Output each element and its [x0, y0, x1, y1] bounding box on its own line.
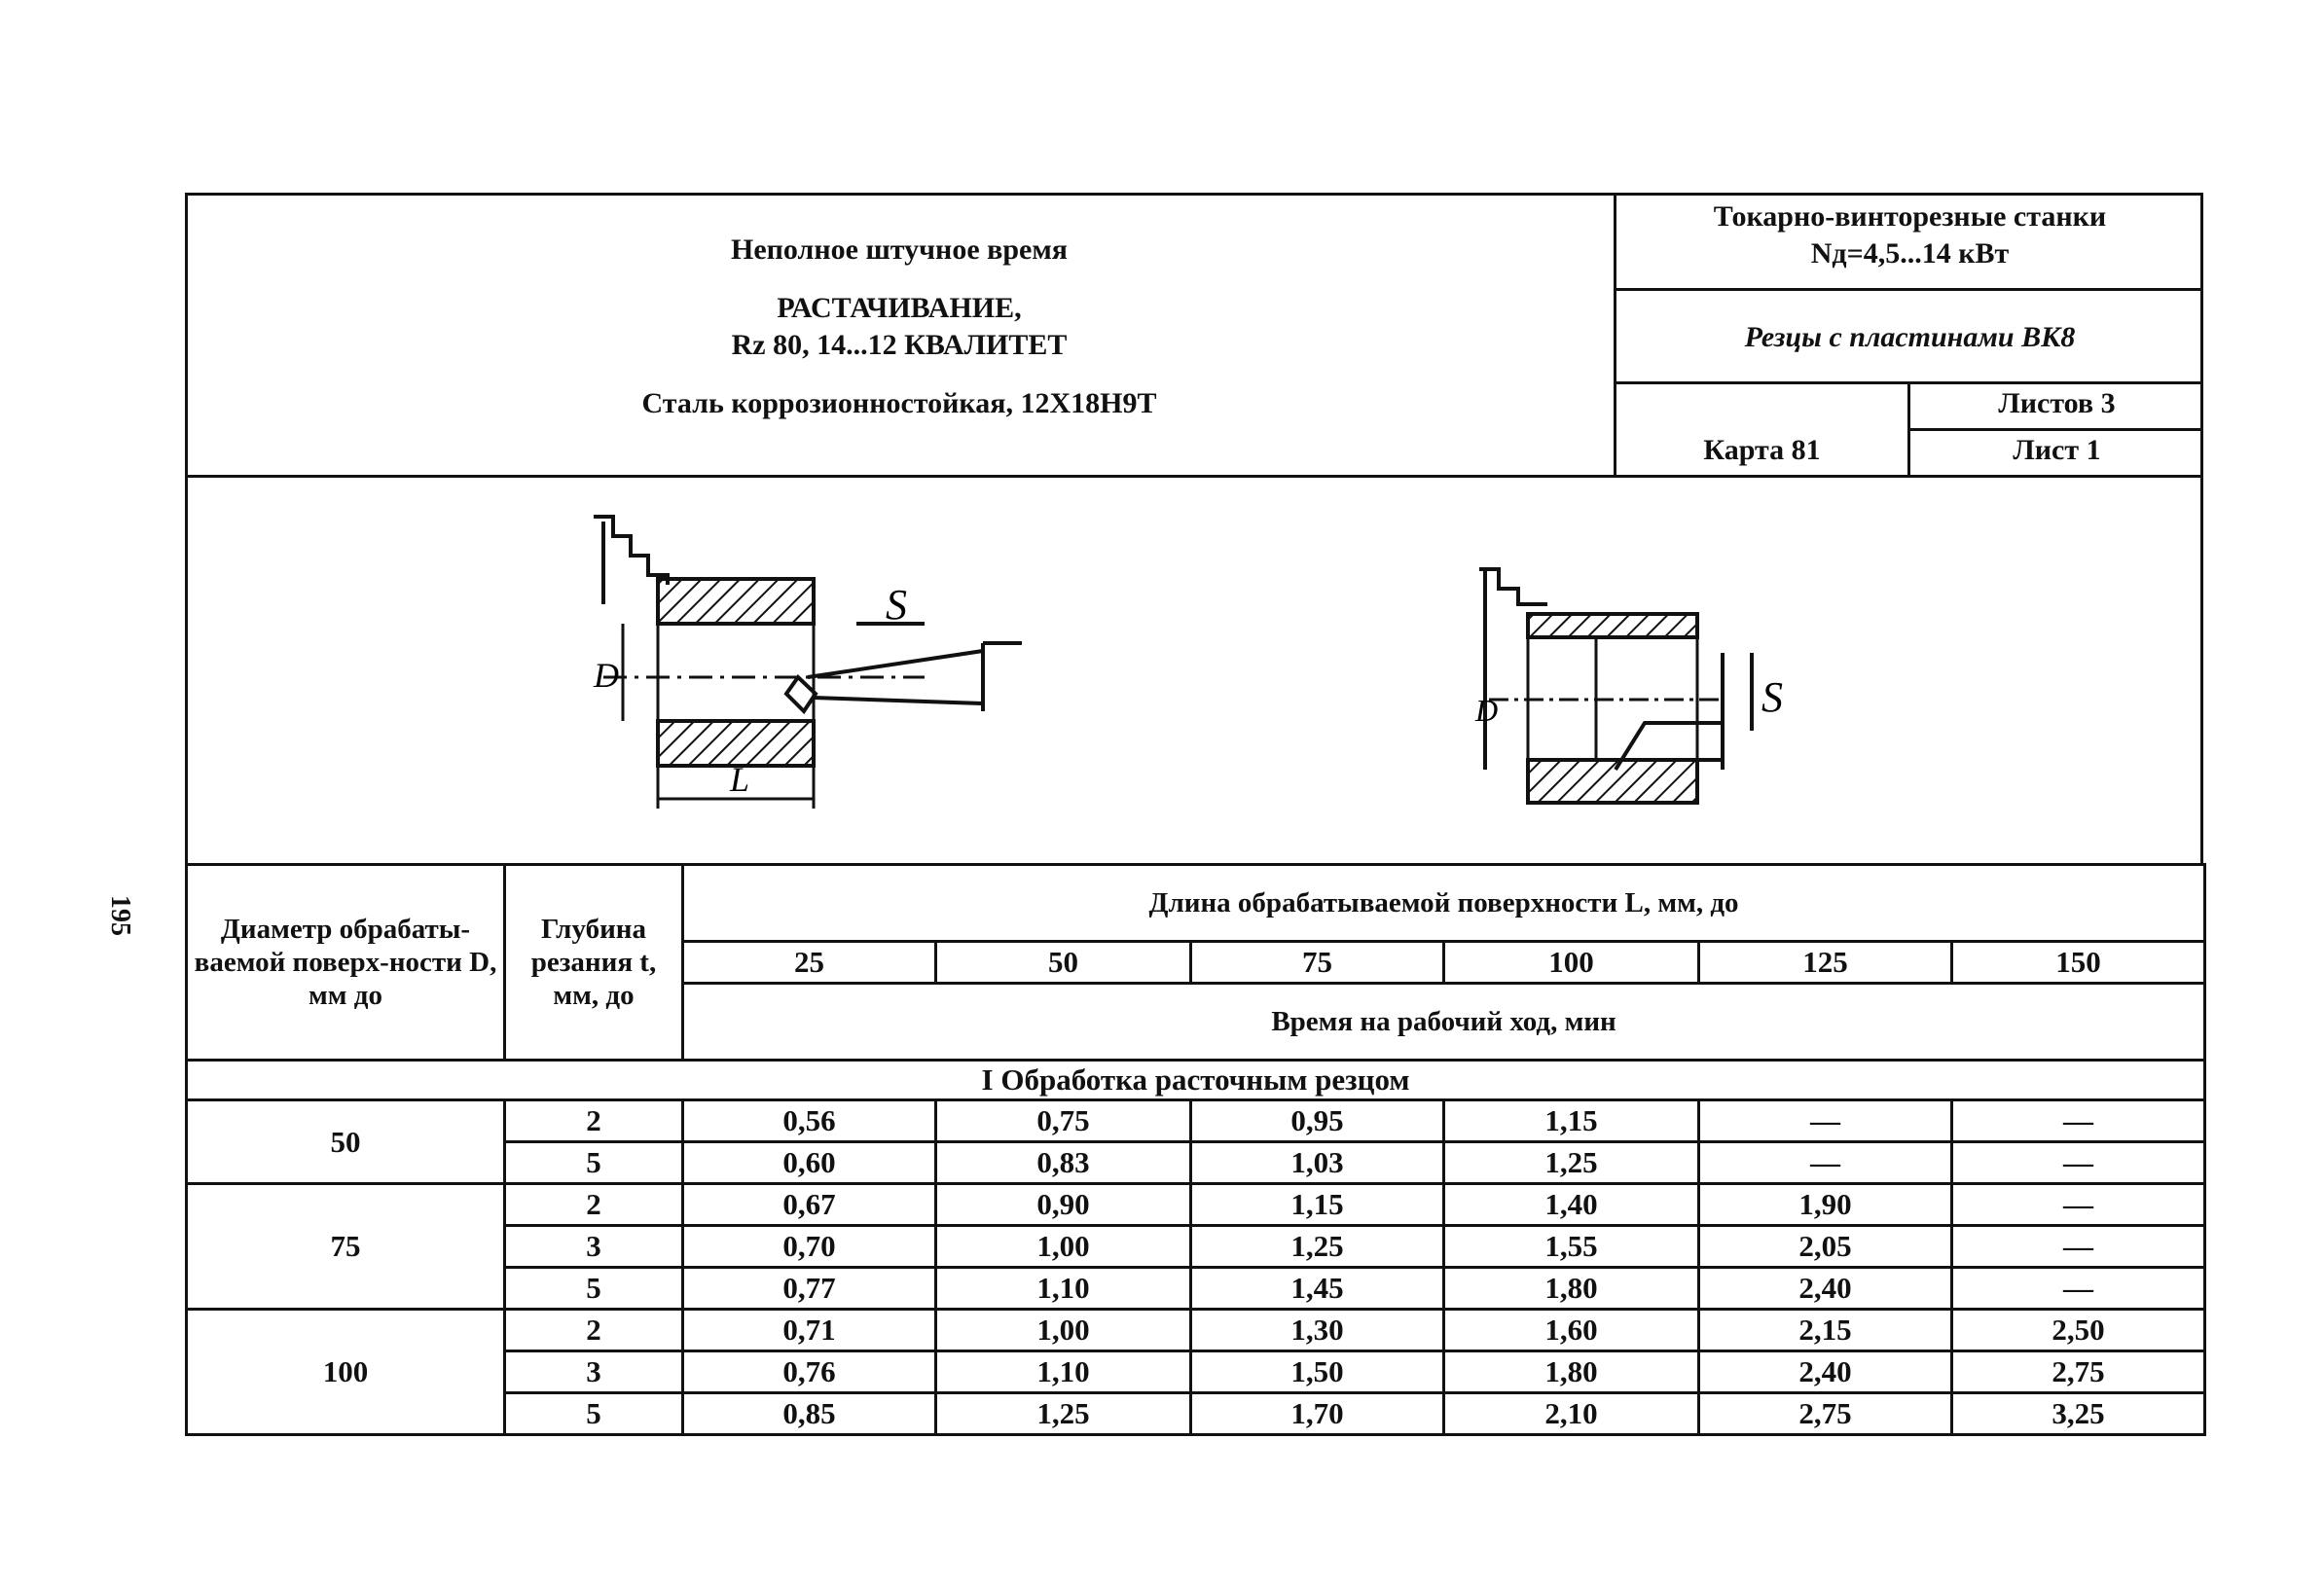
- header-right-line-1: [1614, 288, 2203, 291]
- time-cell: 1,60: [1444, 1310, 1699, 1351]
- sheet-number: Лист 1: [2013, 434, 2101, 466]
- col-length-header: Длина обрабатываемой поверхности L, мм, до: [683, 865, 2205, 942]
- diameter-cell: 100: [187, 1310, 505, 1435]
- chuck-right: [1479, 569, 1547, 770]
- time-cell: 0,60: [683, 1142, 936, 1184]
- time-cell: 1,10: [936, 1268, 1191, 1310]
- time-cell: 1,25: [1444, 1142, 1699, 1184]
- time-cell: —: [1952, 1142, 2205, 1184]
- depth-cell: 5: [505, 1142, 683, 1184]
- diameter-cell: 75: [187, 1184, 505, 1310]
- table-row: [187, 1184, 2205, 1226]
- machine-line-2: Nд=4,5...14 кВт: [1810, 237, 2010, 270]
- time-cell: 1,70: [1191, 1393, 1444, 1435]
- time-cell: 1,80: [1444, 1351, 1699, 1393]
- time-cell: 0,77: [683, 1268, 936, 1310]
- time-cell: 0,56: [683, 1100, 936, 1142]
- time-cell: 2,40: [1699, 1268, 1952, 1310]
- depth-cell: 5: [505, 1268, 683, 1310]
- depth-cell: 3: [505, 1351, 683, 1393]
- time-cell: 1,15: [1191, 1184, 1444, 1226]
- length-col-0: 25: [683, 942, 936, 984]
- time-cell: 0,90: [936, 1184, 1191, 1226]
- time-cell: 1,00: [936, 1310, 1191, 1351]
- time-cell: 2,50: [1952, 1310, 2205, 1351]
- time-cell: 3,25: [1952, 1393, 2205, 1435]
- time-cell: 2,15: [1699, 1310, 1952, 1351]
- time-label: Время на рабочий ход, мин: [683, 984, 2205, 1061]
- time-cell: 1,10: [936, 1351, 1191, 1393]
- time-cell: 1,45: [1191, 1268, 1444, 1310]
- card-number: Карта 81: [1703, 434, 1821, 466]
- time-cell: 0,76: [683, 1351, 936, 1393]
- depth-cell: 2: [505, 1100, 683, 1142]
- time-cell: 0,71: [683, 1310, 936, 1351]
- header-line-1: Неполное штучное время: [730, 234, 1069, 266]
- boring-tool-right: [1616, 653, 1752, 770]
- length-col-3: 100: [1444, 942, 1699, 984]
- time-cell: 1,80: [1444, 1268, 1699, 1310]
- depth-cell: 3: [505, 1226, 683, 1268]
- time-cell: 2,10: [1444, 1393, 1699, 1435]
- length-col-5: 150: [1952, 942, 2205, 984]
- time-cell: 1,03: [1191, 1142, 1444, 1184]
- page-number: 195: [105, 895, 135, 936]
- time-cell: 1,25: [1191, 1226, 1444, 1268]
- header-line-2: РАСТАЧИВАНИЕ,: [777, 292, 1022, 324]
- time-cell: 1,55: [1444, 1226, 1699, 1268]
- time-cell: 1,15: [1444, 1100, 1699, 1142]
- feed-label-left: S: [886, 581, 907, 629]
- time-cell: 1,30: [1191, 1310, 1444, 1351]
- length-col-1: 50: [936, 942, 1191, 984]
- time-cell: 0,67: [683, 1184, 936, 1226]
- depth-cell: 2: [505, 1310, 683, 1351]
- time-table: [185, 863, 2206, 1436]
- time-cell: —: [1952, 1184, 2205, 1226]
- diameter-label-right: D: [1475, 693, 1499, 728]
- time-cell: 0,75: [936, 1100, 1191, 1142]
- section-title: I Обработка расточным резцом: [187, 1061, 2205, 1100]
- time-cell: 0,83: [936, 1142, 1191, 1184]
- length-col-4: 125: [1699, 942, 1952, 984]
- diameter-cell: 50: [187, 1100, 505, 1184]
- time-cell: 0,70: [683, 1226, 936, 1268]
- time-cell: 2,75: [1699, 1393, 1952, 1435]
- table-row: [187, 1100, 2205, 1142]
- tool-description: Резцы с пластинами ВК8: [1744, 321, 2076, 353]
- diameter-label-left: D: [594, 656, 619, 695]
- time-cell: 0,95: [1191, 1100, 1444, 1142]
- workpiece-top-right: [1528, 614, 1697, 637]
- time-cell: 2,75: [1952, 1351, 2205, 1393]
- header-line-4: Сталь коррозионностойкая, 12Х18Н9Т: [641, 387, 1157, 419]
- time-cell: 1,25: [936, 1393, 1191, 1435]
- boring-sketch: [185, 478, 2203, 863]
- workpiece-bottom-right: [1528, 760, 1697, 803]
- header-line-3: Rz 80, 14...12 КВАЛИТЕТ: [731, 329, 1068, 361]
- time-cell: —: [1699, 1100, 1952, 1142]
- time-cell: 2,40: [1699, 1351, 1952, 1393]
- table-row: [187, 1310, 2205, 1351]
- time-cell: —: [1952, 1226, 2205, 1268]
- time-cell: 0,85: [683, 1393, 936, 1435]
- header-right-line-3: [1907, 428, 2203, 431]
- time-cell: —: [1952, 1268, 2205, 1310]
- time-cell: 1,50: [1191, 1351, 1444, 1393]
- col-diameter-header: Диаметр обрабаты-ваемой поверх-ности D, мм до: [187, 865, 505, 1061]
- length-label-left: L: [730, 760, 750, 799]
- col-depth-header: Глубина резания t, мм, до: [505, 865, 683, 1061]
- time-cell: 1,40: [1444, 1184, 1699, 1226]
- workpiece-top-left: [658, 579, 814, 624]
- length-col-2: 75: [1191, 942, 1444, 984]
- time-cell: —: [1952, 1100, 2205, 1142]
- machine-line-1: Токарно-винторезные станки: [1713, 200, 2107, 233]
- depth-cell: 5: [505, 1393, 683, 1435]
- time-cell: 1,00: [936, 1226, 1191, 1268]
- time-cell: 1,90: [1699, 1184, 1952, 1226]
- sheets-total: Листов 3: [1998, 387, 2116, 419]
- time-cell: —: [1699, 1142, 1952, 1184]
- depth-cell: 2: [505, 1184, 683, 1226]
- feed-label-right: S: [1761, 673, 1783, 721]
- time-cell: 2,05: [1699, 1226, 1952, 1268]
